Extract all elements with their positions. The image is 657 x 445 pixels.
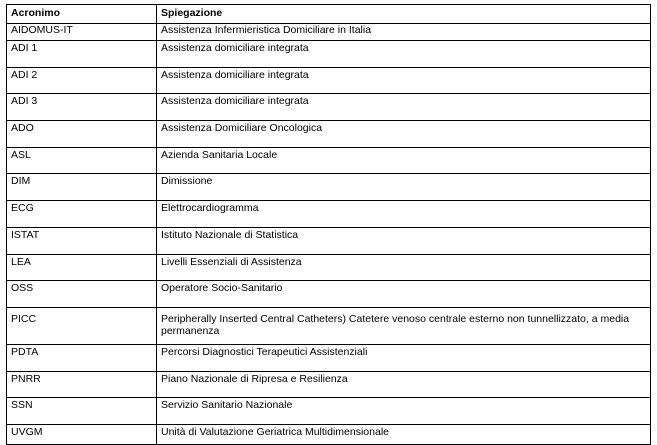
acronym-cell: ADI 2 [7,67,157,94]
explanation-cell: Unità di Valutazione Geriatrica Multidimensionale [157,424,651,444]
acronym-cell: ADI 1 [7,41,157,68]
explanation-cell: Assistenza domiciliare integrata [157,67,651,94]
header-explanation: Spiegazione [157,5,651,24]
table-row [7,371,651,398]
acronym-cell: SSN [7,398,157,425]
explanation-cell: Livelli Essenziali di Assistenza [157,254,651,281]
table-row [7,254,651,281]
table-row [7,174,651,201]
acronym-table [6,4,651,445]
table-row [7,24,651,41]
acronym-cell: ADI 3 [7,94,157,121]
table-row [7,227,651,254]
explanation-cell: Percorsi Diagnostici Terapeutici Assistenziali [157,344,651,371]
explanation-cell: Operatore Socio-Sanitario [157,281,651,308]
table-row [7,121,651,148]
acronym-cell: UVGM [7,424,157,444]
table-row [7,67,651,94]
explanation-cell: Assistenza domiciliare integrata [157,41,651,68]
table-row [7,201,651,228]
explanation-cell: Azienda Sanitaria Locale [157,147,651,174]
acronym-cell: AIDOMUS-IT [7,24,157,41]
table-row [7,41,651,68]
explanation-cell: Istituto Nazionale di Statistica [157,227,651,254]
table-row [7,94,651,121]
table-row [7,147,651,174]
header-acronym: Acronimo [7,5,157,24]
explanation-cell: Peripherally Inserted Central Catheters) Catetere venoso centrale esterno non tunnellizzato, a media permanenza [157,307,651,344]
acronym-cell: ADO [7,121,157,148]
explanation-cell: Elettrocardiogramma [157,201,651,228]
acronym-cell: ISTAT [7,227,157,254]
acronym-cell: PNRR [7,371,157,398]
table-row [7,281,651,308]
explanation-cell: Dimissione [157,174,651,201]
acronym-cell: DIM [7,174,157,201]
acronym-cell: PICC [7,307,157,344]
table-row [7,344,651,371]
explanation-cell: Assistenza Domiciliare Oncologica [157,121,651,148]
explanation-cell: Piano Nazionale di Ripresa e Resilienza [157,371,651,398]
acronym-cell: LEA [7,254,157,281]
acronym-cell: PDTA [7,344,157,371]
table-row [7,307,651,344]
explanation-cell: Servizio Sanitario Nazionale [157,398,651,425]
acronym-cell: OSS [7,281,157,308]
acronym-cell: ECG [7,201,157,228]
table-header-row [7,5,651,24]
table-row [7,398,651,425]
acronym-cell: ASL [7,147,157,174]
explanation-cell: Assistenza domiciliare integrata [157,94,651,121]
table-row [7,424,651,444]
explanation-cell: Assistenza Infermieristica Domiciliare in Italia [157,24,651,41]
